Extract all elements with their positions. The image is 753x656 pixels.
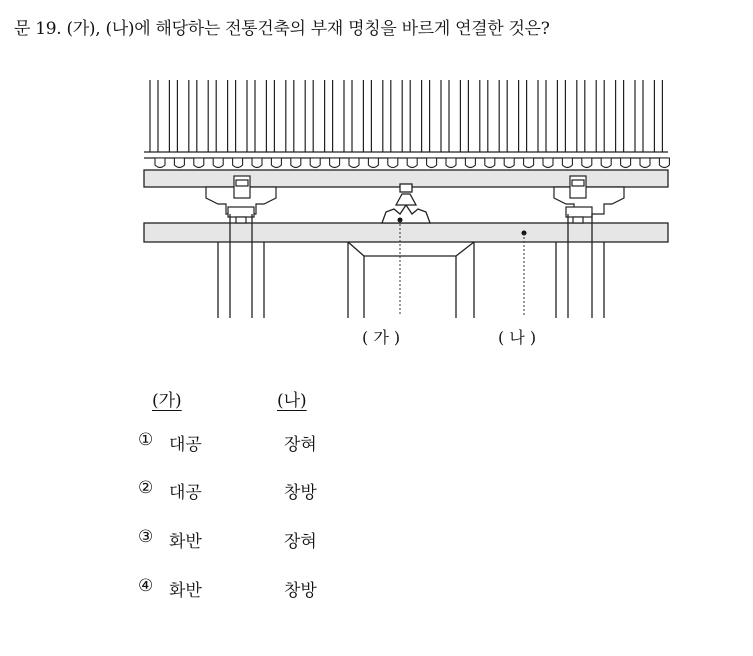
choice-na-value: 창방 [284, 483, 317, 503]
rafter-end [388, 158, 398, 168]
rafter-end [407, 158, 417, 168]
choice-ga-value: 대공 [169, 483, 202, 503]
choice-na-value: 장혀 [284, 532, 317, 552]
rafter-end [194, 158, 204, 168]
choice-na-value: 창방 [284, 581, 317, 601]
callout-ga: ( 가 ) [362, 328, 401, 347]
choice-2[interactable] [138, 478, 398, 506]
header-ga: (가) [152, 391, 182, 411]
choice-number: ① [138, 430, 154, 450]
rafter-end [174, 158, 184, 168]
rafters [150, 80, 662, 152]
rafter-ends [155, 158, 669, 168]
rafter-end [601, 158, 611, 168]
rafter-end [446, 158, 456, 168]
rafter-end [349, 158, 359, 168]
rafter-end [659, 158, 669, 168]
rafter-end [155, 158, 165, 168]
choice-ga-value: 화반 [169, 581, 202, 601]
rafter-end [582, 158, 592, 168]
rafter-end [504, 158, 514, 168]
choice-3[interactable] [138, 527, 398, 555]
traditional-architecture-diagram [136, 80, 676, 360]
rafter-end [427, 158, 437, 168]
rafter-end [562, 158, 572, 168]
callout-na: ( 나 ) [498, 328, 537, 347]
rafter-end [291, 158, 301, 168]
question-text: 문 19. (가), (나)에 해당하는 전통건축의 부재 명칭을 바르게 연결한 것은? [14, 19, 550, 39]
rafter-end [524, 158, 534, 168]
choice-number: ④ [138, 576, 154, 596]
choice-number: ③ [138, 527, 154, 547]
rafter-end [310, 158, 320, 168]
rafter-end [368, 158, 378, 168]
choice-na-value: 장혀 [284, 435, 317, 455]
rafter-end [543, 158, 553, 168]
choice-ga-value: 화반 [169, 532, 202, 552]
choice-4[interactable] [138, 576, 398, 604]
rafter-end [233, 158, 243, 168]
rafter-end [213, 158, 223, 168]
choice-1[interactable] [138, 430, 398, 458]
main-beam [144, 223, 668, 242]
hwaban [382, 184, 430, 223]
rafter-end [330, 158, 340, 168]
rafter-end [485, 158, 495, 168]
header-na: (나) [277, 391, 307, 411]
rafter-end [465, 158, 475, 168]
rafter-end [640, 158, 650, 168]
choice-ga-value: 대공 [169, 435, 202, 455]
choice-number: ② [138, 478, 154, 498]
rafter-end [621, 158, 631, 168]
rafter-end [252, 158, 262, 168]
upper-beam [144, 152, 668, 187]
rafter-end [271, 158, 281, 168]
